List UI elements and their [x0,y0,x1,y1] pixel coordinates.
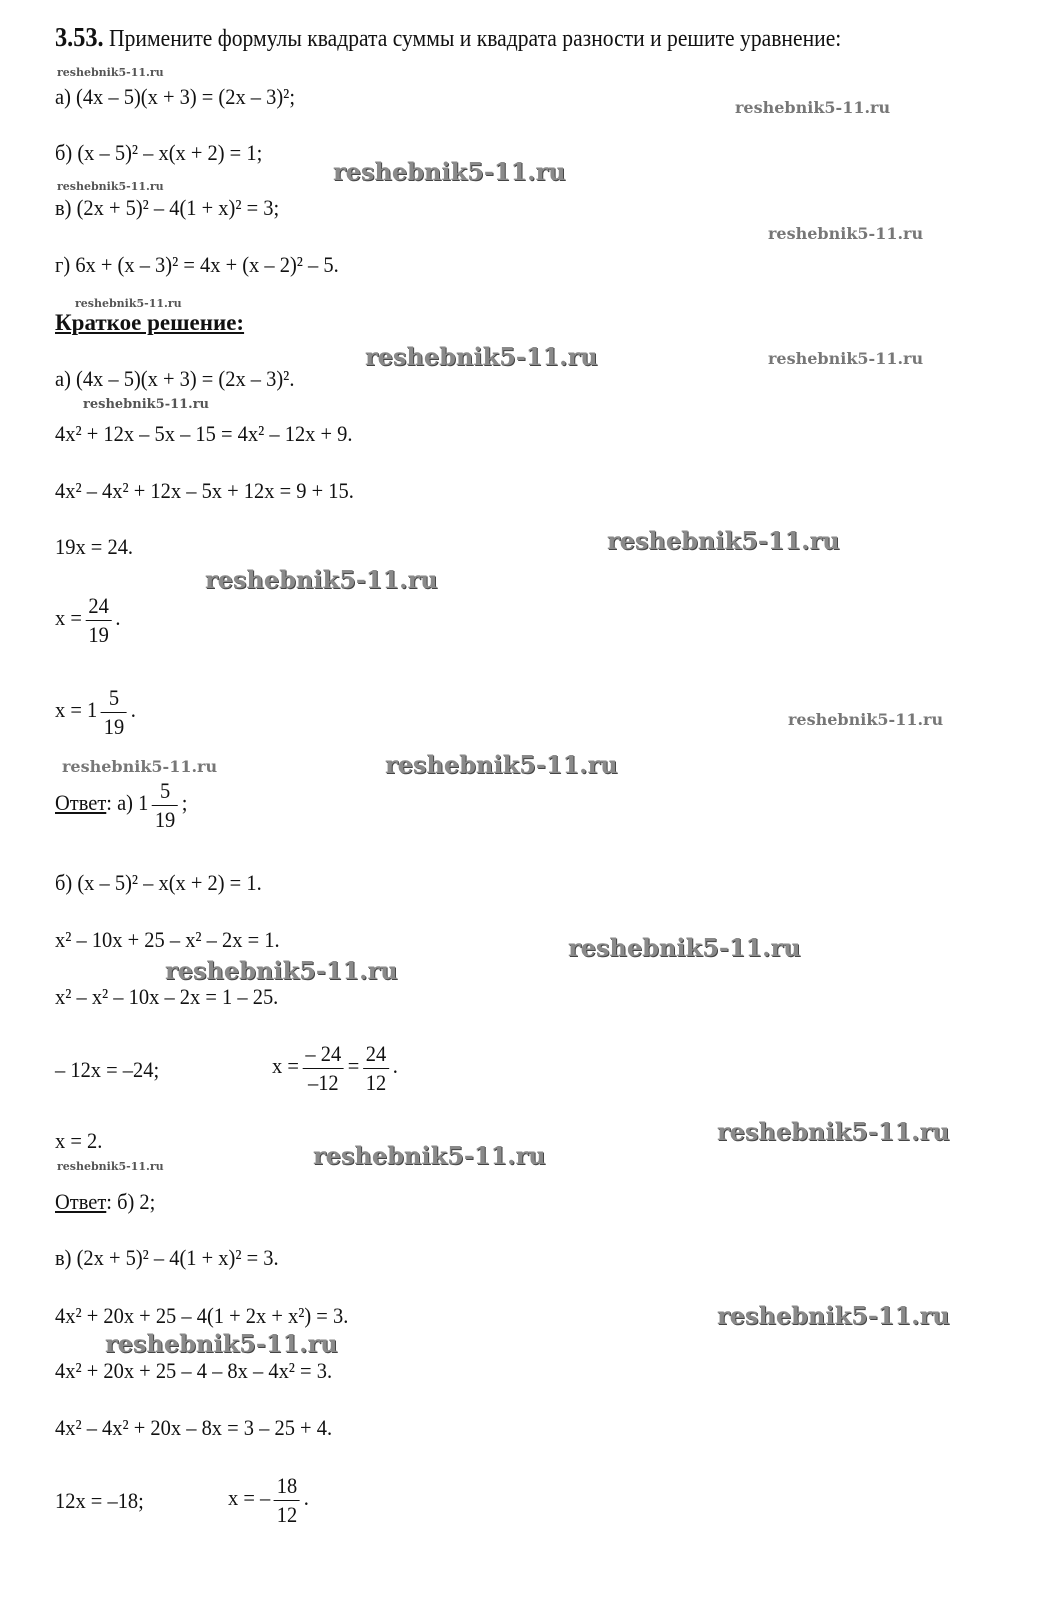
watermark: reshebnik5-11.ru [333,157,566,186]
b-line: б) (x – 5)² – x(x + 2) = 1. [55,870,262,895]
watermark: reshebnik5-11.ru [385,750,618,779]
watermark: reshebnik5-11.ru [57,66,164,79]
watermark: reshebnik5-11.ru [717,1301,950,1330]
b-result: x = 2. [55,1128,103,1153]
denominator: 12 [365,1069,387,1095]
watermark: reshebnik5-11.ru [57,180,164,193]
text: . [130,697,136,723]
numerator: 18 [274,1472,300,1501]
a-line: 19x = 24. [55,534,134,559]
c-line: в) (2x + 5)² – 4(1 + x)² = 3. [55,1245,279,1270]
text: x = [272,1053,299,1079]
fraction [152,777,178,833]
watermark: reshebnik5-11.ru [735,98,891,117]
fraction [101,684,127,740]
c-eq: 12x = –18; [55,1488,144,1513]
numerator: 5 [152,777,178,806]
numerator: 24 [86,592,112,621]
answer-label: Ответ [55,790,107,816]
b-eq: – 12x = –24; [55,1057,160,1082]
c-frac [228,1472,309,1528]
problem-text: Примените формулы квадрата суммы и квадрата разности и решите уравнение: [109,26,842,52]
watermark: reshebnik5-11.ru [788,710,944,729]
watermark: reshebnik5-11.ru [57,1160,164,1173]
c-line: 4x² + 20x + 25 – 4 – 8x – 4x² = 3. [55,1358,333,1383]
text: : б) 2; [106,1189,156,1214]
text: = [347,1053,360,1079]
a-line: а) (4x – 5)(x + 3) = (2x – 3)². [55,366,295,391]
numerator: 24 [363,1040,389,1069]
c-line: 4x² – 4x² + 20x – 8x = 3 – 25 + 4. [55,1415,333,1440]
task-d: г) 6x + (x – 3)² = 4x + (x – 2)² – 5. [55,252,339,277]
a-line: 4x² + 12x – 5x – 15 = 4x² – 12x + 9. [55,421,353,446]
task-b: б) (x – 5)² – x(x + 2) = 1; [55,140,263,165]
fraction [363,1040,389,1096]
watermark: reshebnik5-11.ru [105,1329,338,1358]
watermark: reshebnik5-11.ru [365,342,598,371]
a-answer [55,777,187,833]
numerator: 5 [101,684,127,713]
a-frac2 [55,684,136,740]
watermark: reshebnik5-11.ru [768,349,924,368]
b-frac [272,1040,398,1096]
b-line: x² – 10x + 25 – x² – 2x = 1. [55,927,280,952]
fraction [274,1472,300,1528]
watermark: reshebnik5-11.ru [607,526,840,555]
watermark: reshebnik5-11.ru [568,933,801,962]
text: x = 1 [55,697,98,723]
denominator: 19 [88,621,109,647]
denominator: –12 [307,1069,339,1095]
text: : а) 1 [106,790,149,816]
text: ; [181,790,188,816]
fraction [303,1040,344,1096]
watermark: reshebnik5-11.ru [165,956,398,985]
c-line: 4x² + 20x + 25 – 4(1 + 2x + x²) = 3. [55,1303,349,1328]
a-frac1 [55,592,120,648]
problem-title [55,22,841,53]
denominator: 12 [276,1501,298,1527]
watermark: reshebnik5-11.ru [313,1141,546,1170]
denominator: 19 [154,806,176,832]
task-a: а) (4x – 5)(x + 3) = (2x – 3)²; [55,84,296,109]
problem-number: 3.53. [55,22,104,52]
watermark: reshebnik5-11.ru [205,565,438,594]
text: x = – [228,1485,271,1511]
b-line: x² – x² – 10x – 2x = 1 – 25. [55,984,279,1009]
a-line: 4x² – 4x² + 12x – 5x + 12x = 9 + 15. [55,478,354,503]
b-answer [55,1191,155,1213]
text: . [392,1053,398,1079]
watermark: reshebnik5-11.ru [83,397,210,412]
answer-label: Ответ [55,1189,107,1214]
numerator: – 24 [303,1040,344,1069]
text: . [115,605,121,631]
fraction [86,592,112,648]
text: . [303,1485,309,1511]
watermark: reshebnik5-11.ru [62,757,218,776]
text: x = [55,605,82,631]
denominator: 19 [103,713,125,739]
task-c: в) (2x + 5)² – 4(1 + x)² = 3; [55,195,280,220]
watermark: reshebnik5-11.ru [768,224,924,243]
watermark: reshebnik5-11.ru [75,297,182,310]
solution-heading: Краткое решение: [55,310,245,335]
watermark: reshebnik5-11.ru [717,1117,950,1146]
